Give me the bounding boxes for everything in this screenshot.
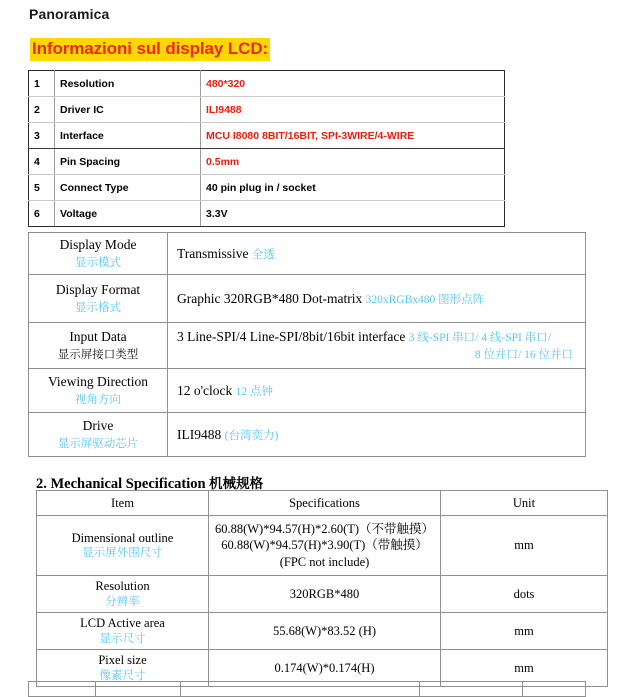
table-row — [37, 516, 608, 576]
table-header-row — [37, 491, 608, 516]
table-row — [29, 123, 505, 149]
row-value: 0.5mm — [201, 149, 505, 175]
mech-item-en: Pixel size — [98, 653, 147, 668]
row-index: 6 — [29, 201, 55, 227]
mech-spec-line: 320RGB*480 — [289, 586, 360, 601]
mech-unit: mm — [441, 516, 608, 576]
spec-label — [29, 233, 168, 275]
mechanical-spec-table — [36, 490, 608, 687]
mech-item — [37, 613, 209, 650]
spec-value-en: 3 Line-SPI/4 Line-SPI/8bit/16bit interface — [177, 329, 409, 345]
spec-label-cn: 显示屏驱动芯片 — [57, 437, 139, 450]
spec-label-en: Drive — [82, 417, 114, 433]
spec-value — [168, 323, 586, 369]
lcd-info-heading: Informazioni sul display LCD: — [30, 38, 270, 61]
display-spec-table — [28, 232, 586, 457]
spec-label — [29, 275, 168, 323]
spec-value — [168, 275, 586, 323]
mech-unit: mm — [441, 613, 608, 650]
clipped-cell — [181, 682, 420, 697]
row-label: Pin Spacing — [55, 149, 201, 175]
mech-item-cn: 显示屏外围尺寸 — [82, 547, 163, 560]
spec-value-en: Transmissive — [177, 245, 252, 261]
page-heading-overview: Panoramica — [29, 6, 110, 22]
spec-value-cn-line2: 8 位并口/ 16 位并口 — [474, 349, 573, 361]
spec-value-en: ILI9488 — [177, 426, 225, 442]
column-header-unit: Unit — [441, 491, 608, 516]
mech-item — [37, 516, 209, 576]
spec-label — [29, 369, 168, 413]
table-row — [29, 175, 505, 201]
spec-label-cn: 视角方向 — [75, 393, 121, 406]
table-row — [29, 682, 586, 697]
mech-spec — [209, 613, 441, 650]
mech-item-en: LCD Active area — [80, 616, 165, 631]
row-value: 40 pin plug in / socket — [201, 175, 505, 201]
mechanical-spec-heading-cn: 机械规格 — [209, 476, 264, 491]
row-value: ILI9488 — [201, 97, 505, 123]
mech-unit: dots — [441, 576, 608, 613]
table-row — [29, 149, 505, 175]
table-row — [29, 97, 505, 123]
row-index: 5 — [29, 175, 55, 201]
column-header-specifications: Specifications — [209, 491, 441, 516]
mech-unit: mm — [441, 650, 608, 687]
spec-value-cn: (台湾奕力) — [224, 429, 279, 442]
spec-label-en: Display Mode — [59, 236, 137, 252]
table-row — [29, 275, 586, 323]
table-row — [37, 576, 608, 613]
row-label: Driver IC — [55, 97, 201, 123]
mech-item-en: Dimensional outline — [71, 530, 174, 545]
spec-value — [168, 369, 586, 413]
row-index: 3 — [29, 123, 55, 149]
spec-value-cn: 320xRGBx480 图形点阵 — [365, 293, 485, 306]
mech-item-en: Resolution — [95, 579, 150, 594]
spec-label-en: Input Data — [69, 328, 127, 344]
mech-spec-line: 60.88(W)*94.57(H)*3.90(T)（带触摸） — [221, 538, 428, 553]
next-table-clipped-body — [29, 682, 586, 697]
row-label: Connect Type — [55, 175, 201, 201]
spec-label-cn: 显示格式 — [75, 301, 121, 314]
mechanical-spec-heading-en: 2. Mechanical Specification — [36, 476, 210, 492]
table-row — [37, 613, 608, 650]
clipped-cell — [420, 682, 523, 697]
table-row — [29, 233, 586, 275]
row-index: 2 — [29, 97, 55, 123]
spec-value — [168, 413, 586, 457]
mechanical-spec-table-head — [37, 491, 608, 516]
row-index: 1 — [29, 71, 55, 97]
lcd-info-heading-wrapper — [30, 38, 270, 61]
mech-item-cn: 像素尺寸 — [99, 669, 146, 682]
spec-value-en: 12 o'clock — [177, 382, 236, 398]
table-row — [29, 323, 586, 369]
mech-item-cn: 分辨率 — [105, 595, 140, 608]
mech-item — [37, 576, 209, 613]
row-value: MCU I8080 8BIT/16BIT, SPI-3WIRE/4-WIRE — [201, 123, 505, 149]
spec-label-en: Viewing Direction — [47, 373, 149, 389]
spec-label — [29, 323, 168, 369]
row-label: Voltage — [55, 201, 201, 227]
row-value: 3.3V — [201, 201, 505, 227]
spec-value-cn: 全透 — [251, 248, 275, 261]
table-row — [29, 369, 586, 413]
lcd-info-table-body — [29, 71, 505, 227]
lcd-info-table — [28, 70, 505, 227]
mech-spec-line: 60.88(W)*94.57(H)*2.60(T)（不带触摸） — [214, 522, 435, 537]
mech-spec — [209, 576, 441, 613]
mech-spec — [209, 516, 441, 576]
display-spec-table-body — [29, 233, 586, 457]
clipped-cell — [523, 682, 586, 697]
column-header-item: Item — [37, 491, 209, 516]
mech-item-cn: 显示尺寸 — [99, 632, 146, 645]
mechanical-spec-table-body — [37, 516, 608, 687]
row-index: 4 — [29, 149, 55, 175]
spec-label-cn: 显示模式 — [75, 256, 121, 269]
row-label: Interface — [55, 123, 201, 149]
clipped-cell — [96, 682, 181, 697]
table-row — [29, 201, 505, 227]
row-label: Resolution — [55, 71, 201, 97]
mech-spec-line: 0.174(W)*0.174(H) — [274, 660, 375, 675]
table-row — [29, 413, 586, 457]
spec-label — [29, 413, 168, 457]
next-table-clipped — [28, 681, 586, 697]
row-value: 480*320 — [201, 71, 505, 97]
mech-spec-line: (FPC not include) — [279, 554, 370, 569]
spec-label-en: Display Format — [55, 281, 141, 297]
clipped-cell — [29, 682, 96, 697]
spec-value-cn: 3 线-SPI 串口/ 4 线-SPI 串口/ — [408, 332, 551, 345]
spec-value-en: Graphic 320RGB*480 Dot-matrix — [177, 290, 366, 306]
spec-value-cn: 12 点钟 — [235, 385, 274, 398]
spec-label-cn: 显示屏接口类型 — [57, 348, 139, 361]
spec-value — [168, 233, 586, 275]
table-row — [29, 71, 505, 97]
mech-spec-line: 55.68(W)*83.52 (H) — [272, 623, 377, 638]
